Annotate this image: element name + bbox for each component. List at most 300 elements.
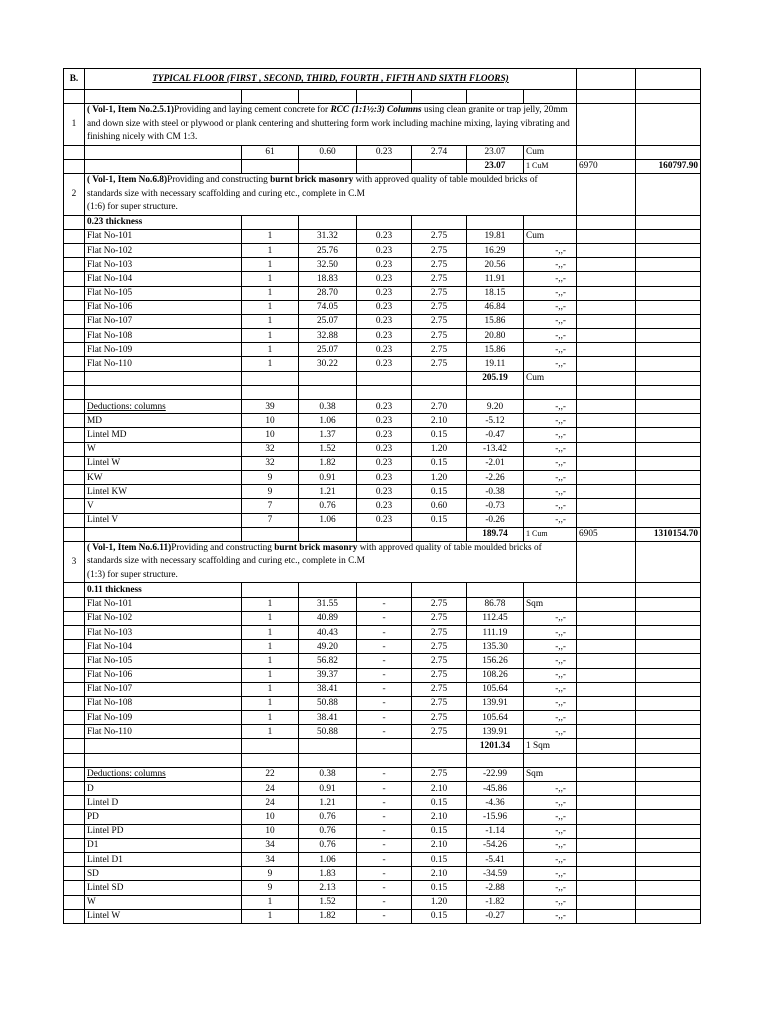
empty-cell — [467, 583, 524, 597]
breadth-cell: - — [357, 782, 412, 796]
length-cell: 1.06 — [299, 852, 357, 866]
height-cell: 0.15 — [412, 485, 467, 499]
length-cell: 1.82 — [299, 909, 357, 923]
empty-cell — [577, 258, 636, 272]
empty-cell — [577, 286, 636, 300]
empty-cell — [577, 243, 636, 257]
quantity-cell: 111.19 — [467, 625, 524, 639]
height-cell: 2.10 — [412, 838, 467, 852]
unit-cell: -,,- — [524, 272, 577, 286]
nos-cell: 24 — [242, 796, 299, 810]
measurement-row — [64, 145, 701, 159]
empty-cell — [577, 640, 636, 654]
subtotal-unit: Cum — [524, 371, 577, 385]
height-cell: 2.10 — [412, 782, 467, 796]
item-label: Flat No-109 — [85, 711, 242, 725]
length-cell: 1.06 — [299, 414, 357, 428]
item-label: Flat No-105 — [85, 654, 242, 668]
empty-cell — [64, 867, 85, 881]
empty-cell — [64, 824, 85, 838]
nos-cell: 1 — [242, 682, 299, 696]
nos-cell: 1 — [242, 668, 299, 682]
quantity-cell: -2.01 — [467, 456, 524, 470]
subtotal-unit: 1 Sqm — [524, 739, 577, 753]
nos-cell: 39 — [242, 400, 299, 414]
height-cell: 2.75 — [412, 272, 467, 286]
empty-cell — [577, 654, 636, 668]
quantity-cell: 19.81 — [467, 229, 524, 243]
unit-cell: -,,- — [524, 696, 577, 710]
quantity-cell: -5.41 — [467, 852, 524, 866]
length-cell: 1.82 — [299, 456, 357, 470]
nos-cell: 24 — [242, 782, 299, 796]
length-cell: 28.70 — [299, 286, 357, 300]
empty-cell — [636, 69, 701, 90]
breadth-cell: 0.23 — [357, 485, 412, 499]
deduction-row — [64, 499, 701, 513]
breadth-cell: 0.23 — [357, 229, 412, 243]
nos-cell: 1 — [242, 300, 299, 314]
unit-cell: -,,- — [524, 414, 577, 428]
item-label: Flat No-105 — [85, 286, 242, 300]
breadth-cell: - — [357, 838, 412, 852]
empty-cell — [467, 215, 524, 229]
empty-cell — [577, 90, 636, 104]
nos-cell: 1 — [242, 314, 299, 328]
item-label: Deductions: columns — [85, 767, 242, 781]
empty-cell — [64, 470, 85, 484]
unit-cell: -,,- — [524, 725, 577, 739]
nos-cell: 1 — [242, 286, 299, 300]
breadth-cell: - — [357, 640, 412, 654]
nos-cell: 10 — [242, 428, 299, 442]
length-cell: 0.38 — [299, 400, 357, 414]
empty-cell — [64, 485, 85, 499]
breadth-cell: 0.23 — [357, 286, 412, 300]
empty-cell — [64, 499, 85, 513]
length-cell: 32.88 — [299, 329, 357, 343]
empty-cell — [636, 243, 701, 257]
height-cell: 2.75 — [412, 329, 467, 343]
total-quantity: 23.07 — [467, 159, 524, 173]
breadth-cell: 0.23 — [357, 258, 412, 272]
empty-cell — [636, 371, 701, 385]
empty-cell — [357, 90, 412, 104]
empty-cell — [636, 711, 701, 725]
empty-cell — [524, 385, 577, 399]
breadth-cell: 0.23 — [357, 272, 412, 286]
empty-cell — [357, 371, 412, 385]
deduction-row — [64, 810, 701, 824]
height-cell: 0.15 — [412, 824, 467, 838]
empty-cell — [636, 696, 701, 710]
empty-cell — [299, 385, 357, 399]
empty-cell — [412, 527, 467, 541]
item-label: Flat No-110 — [85, 725, 242, 739]
unit-cell: -,,- — [524, 485, 577, 499]
item-label: Flat No-107 — [85, 314, 242, 328]
nos-cell: 9 — [242, 485, 299, 499]
length-cell: 38.41 — [299, 682, 357, 696]
deduction-row — [64, 867, 701, 881]
empty-cell — [64, 357, 85, 371]
empty-cell — [636, 215, 701, 229]
item-number: 3 — [64, 541, 85, 583]
height-cell: 1.20 — [412, 470, 467, 484]
deduction-row — [64, 470, 701, 484]
item-label: Flat No-108 — [85, 329, 242, 343]
item-mortar-note: (1:3) for super structure. — [87, 569, 178, 580]
breadth-cell: 0.23 — [357, 314, 412, 328]
unit-cell: -,,- — [524, 258, 577, 272]
empty-cell — [64, 852, 85, 866]
deduction-row — [64, 852, 701, 866]
empty-cell — [467, 90, 524, 104]
quantity-cell: 15.86 — [467, 314, 524, 328]
empty-cell — [64, 909, 85, 923]
empty-cell — [577, 668, 636, 682]
empty-cell — [64, 711, 85, 725]
empty-cell — [299, 583, 357, 597]
flat-row — [64, 725, 701, 739]
empty-cell — [64, 329, 85, 343]
empty-cell — [636, 881, 701, 895]
item-label: W — [85, 442, 242, 456]
nos-cell: 61 — [242, 145, 299, 159]
empty-cell — [636, 597, 701, 611]
empty-cell — [85, 753, 242, 767]
deduction-row — [64, 442, 701, 456]
empty-cell — [64, 145, 85, 159]
item-mortar-note: (1:6) for super structure. — [87, 202, 178, 213]
unit-cell: -,,- — [524, 314, 577, 328]
breadth-cell: 0.23 — [357, 357, 412, 371]
empty-cell — [577, 442, 636, 456]
nos-cell: 32 — [242, 456, 299, 470]
length-cell: 0.38 — [299, 767, 357, 781]
unit-cell: -,,- — [524, 357, 577, 371]
deduction-row — [64, 414, 701, 428]
flat-row — [64, 696, 701, 710]
length-cell: 74.05 — [299, 300, 357, 314]
empty-cell — [64, 583, 85, 597]
unit-cell: -,,- — [524, 640, 577, 654]
unit-cell: -,,- — [524, 300, 577, 314]
empty-cell — [524, 90, 577, 104]
empty-cell — [636, 767, 701, 781]
item-label: Flat No-104 — [85, 272, 242, 286]
item-material: burnt brick masonry — [274, 542, 358, 553]
empty-cell — [577, 541, 636, 583]
height-cell: 2.10 — [412, 810, 467, 824]
flat-row — [64, 611, 701, 625]
length-cell: 0.76 — [299, 838, 357, 852]
nos-cell: 32 — [242, 442, 299, 456]
breadth-cell: - — [357, 852, 412, 866]
height-cell: 2.75 — [412, 357, 467, 371]
length-cell: 1.37 — [299, 428, 357, 442]
height-cell: 2.75 — [412, 696, 467, 710]
deduction-row — [64, 895, 701, 909]
height-cell: 0.60 — [412, 499, 467, 513]
nos-cell: 1 — [242, 654, 299, 668]
empty-cell — [85, 159, 242, 173]
nos-cell: 1 — [242, 640, 299, 654]
item-material: burnt brick masonry — [270, 175, 354, 186]
empty-cell — [577, 909, 636, 923]
empty-cell — [636, 145, 701, 159]
unit-cell: -,,- — [524, 400, 577, 414]
quantity-cell: -45.86 — [467, 782, 524, 796]
quantity-cell: -1.14 — [467, 824, 524, 838]
empty-cell — [636, 499, 701, 513]
empty-cell — [64, 611, 85, 625]
nos-cell: 1 — [242, 611, 299, 625]
empty-cell — [636, 867, 701, 881]
empty-cell — [636, 640, 701, 654]
height-cell: 2.75 — [412, 286, 467, 300]
empty-cell — [636, 174, 701, 216]
item-label: SD — [85, 867, 242, 881]
empty-cell — [299, 739, 357, 753]
empty-cell — [242, 583, 299, 597]
deduction-row — [64, 400, 701, 414]
empty-cell — [299, 215, 357, 229]
empty-cell — [636, 385, 701, 399]
item-label: Lintel SD — [85, 881, 242, 895]
quantity-cell: 20.80 — [467, 329, 524, 343]
breadth-cell: 0.23 — [357, 442, 412, 456]
nos-cell: 1 — [242, 243, 299, 257]
empty-cell — [64, 272, 85, 286]
unit-cell: -,,- — [524, 329, 577, 343]
empty-cell — [299, 371, 357, 385]
deduction-row — [64, 782, 701, 796]
empty-cell — [577, 300, 636, 314]
empty-cell — [577, 810, 636, 824]
quantity-cell: -0.26 — [467, 513, 524, 527]
breadth-cell: 0.23 — [357, 145, 412, 159]
length-cell: 1.06 — [299, 513, 357, 527]
item-label: D — [85, 782, 242, 796]
quantity-cell: -34.59 — [467, 867, 524, 881]
height-cell: 2.75 — [412, 767, 467, 781]
quantity-cell: 9.20 — [467, 400, 524, 414]
empty-cell — [636, 357, 701, 371]
empty-cell — [636, 272, 701, 286]
item-label: Flat No-109 — [85, 343, 242, 357]
deduction-row — [64, 456, 701, 470]
item-label: Flat No-103 — [85, 625, 242, 639]
nos-cell: 10 — [242, 414, 299, 428]
estimate-table — [63, 68, 701, 924]
empty-cell — [64, 895, 85, 909]
empty-cell — [577, 895, 636, 909]
flat-row — [64, 300, 701, 314]
breadth-cell: - — [357, 909, 412, 923]
height-cell: 1.20 — [412, 895, 467, 909]
empty-cell — [636, 456, 701, 470]
empty-cell — [577, 767, 636, 781]
length-cell: 40.89 — [299, 611, 357, 625]
empty-cell — [357, 215, 412, 229]
unit-cell: -,,- — [524, 428, 577, 442]
height-cell: 2.75 — [412, 258, 467, 272]
item-label: Lintel MD — [85, 428, 242, 442]
empty-cell — [577, 215, 636, 229]
breadth-cell: - — [357, 881, 412, 895]
flat-row — [64, 286, 701, 300]
height-cell: 2.10 — [412, 867, 467, 881]
empty-cell — [636, 625, 701, 639]
blank-row — [64, 385, 701, 399]
empty-cell — [64, 838, 85, 852]
length-cell: 0.76 — [299, 499, 357, 513]
item-label: Lintel W — [85, 909, 242, 923]
nos-cell: 7 — [242, 513, 299, 527]
empty-cell — [577, 696, 636, 710]
empty-cell — [577, 881, 636, 895]
nos-cell: 9 — [242, 867, 299, 881]
empty-cell — [242, 90, 299, 104]
empty-cell — [636, 400, 701, 414]
height-cell: 2.70 — [412, 400, 467, 414]
item-number: 1 — [64, 104, 85, 146]
empty-cell — [64, 314, 85, 328]
unit-cell: -,,- — [524, 499, 577, 513]
item-material: RCC (1:1½:3) Columns — [330, 105, 422, 116]
unit-cell: -,,- — [524, 611, 577, 625]
empty-cell — [636, 258, 701, 272]
unit-cell: -,,- — [524, 513, 577, 527]
empty-cell — [64, 371, 85, 385]
breadth-cell: - — [357, 796, 412, 810]
quantity-cell: -0.73 — [467, 499, 524, 513]
empty-cell — [577, 513, 636, 527]
empty-cell — [577, 357, 636, 371]
empty-cell — [636, 442, 701, 456]
length-cell: 31.32 — [299, 229, 357, 243]
height-cell: 0.15 — [412, 428, 467, 442]
unit-cell: -,,- — [524, 711, 577, 725]
deduction-row — [64, 881, 701, 895]
empty-cell — [412, 753, 467, 767]
empty-cell — [636, 104, 701, 146]
quantity-cell: -4.36 — [467, 796, 524, 810]
item-description-row — [64, 104, 701, 146]
total-quantity: 189.74 — [467, 527, 524, 541]
empty-cell — [577, 485, 636, 499]
empty-cell — [85, 739, 242, 753]
empty-cell — [636, 810, 701, 824]
item-label: W — [85, 895, 242, 909]
length-cell: 1.21 — [299, 485, 357, 499]
empty-cell — [577, 371, 636, 385]
quantity-cell: -1.82 — [467, 895, 524, 909]
empty-cell — [577, 272, 636, 286]
item-description: ( Vol-1, Item No.2.5.1)Providing and laying cement concrete for RCC (1:1½:3) Columns using clean granite or trap jelly, 20mm and down size with steel or plywood or plank centering and shuttering form work including machine mixing, laying vibrating and finishing nicely with CM 1:3. — [85, 104, 577, 146]
subtotal-row — [64, 739, 701, 753]
empty-cell — [577, 796, 636, 810]
breadth-cell: 0.23 — [357, 329, 412, 343]
quantity-cell: 18.15 — [467, 286, 524, 300]
rate-cell: 6970 — [577, 159, 636, 173]
empty-cell — [636, 852, 701, 866]
item-label: PD — [85, 810, 242, 824]
flat-row — [64, 272, 701, 286]
item-description: ( Vol-1, Item No.6.11)Providing and constructing burnt brick masonry with approved quality of table moulded bricks of standards size with necessary scaffolding and curing etc., complete in C.M (1:3) for super structure. — [85, 541, 577, 583]
length-cell: 0.91 — [299, 470, 357, 484]
breadth-cell: - — [357, 625, 412, 639]
empty-cell — [85, 385, 242, 399]
quantity-cell: 156.26 — [467, 654, 524, 668]
deduction-row — [64, 428, 701, 442]
breadth-cell: - — [357, 767, 412, 781]
empty-cell — [357, 739, 412, 753]
nos-cell: 1 — [242, 272, 299, 286]
item-label: Flat No-101 — [85, 229, 242, 243]
empty-cell — [636, 583, 701, 597]
deduction-row — [64, 513, 701, 527]
breadth-cell: 0.23 — [357, 243, 412, 257]
breadth-cell: - — [357, 611, 412, 625]
item-label: Lintel D1 — [85, 852, 242, 866]
empty-cell — [64, 682, 85, 696]
deduction-row — [64, 485, 701, 499]
height-cell: 2.75 — [412, 343, 467, 357]
empty-cell — [577, 725, 636, 739]
breadth-cell: 0.23 — [357, 428, 412, 442]
empty-cell — [412, 159, 467, 173]
empty-cell — [467, 385, 524, 399]
length-cell: 2.13 — [299, 881, 357, 895]
nos-cell: 1 — [242, 597, 299, 611]
item-reference: ( Vol-1, Item No.2.5.1) — [87, 105, 175, 116]
empty-cell — [64, 300, 85, 314]
unit-cell: -,,- — [524, 782, 577, 796]
nos-cell: 9 — [242, 881, 299, 895]
empty-cell — [636, 739, 701, 753]
quantity-cell: -2.88 — [467, 881, 524, 895]
item-description-row — [64, 541, 701, 583]
unit-cell: -,,- — [524, 343, 577, 357]
empty-cell — [64, 229, 85, 243]
empty-cell — [524, 753, 577, 767]
item-label: Lintel W — [85, 456, 242, 470]
empty-cell — [64, 654, 85, 668]
total-unit: 1 CuM — [524, 159, 577, 173]
empty-cell — [242, 371, 299, 385]
flat-row — [64, 357, 701, 371]
item-label: Flat No-102 — [85, 611, 242, 625]
empty-cell — [577, 711, 636, 725]
height-cell: 2.75 — [412, 229, 467, 243]
item-label: Flat No-108 — [85, 696, 242, 710]
empty-cell — [64, 796, 85, 810]
unit-cell: -,,- — [524, 456, 577, 470]
empty-cell — [242, 385, 299, 399]
unit-cell: -,,- — [524, 881, 577, 895]
flat-row — [64, 711, 701, 725]
length-cell: 32.50 — [299, 258, 357, 272]
length-cell: 38.41 — [299, 711, 357, 725]
breadth-cell: - — [357, 597, 412, 611]
item-label: Flat No-110 — [85, 357, 242, 371]
empty-cell — [577, 583, 636, 597]
empty-cell — [64, 159, 85, 173]
height-cell: 0.15 — [412, 909, 467, 923]
flat-row — [64, 243, 701, 257]
